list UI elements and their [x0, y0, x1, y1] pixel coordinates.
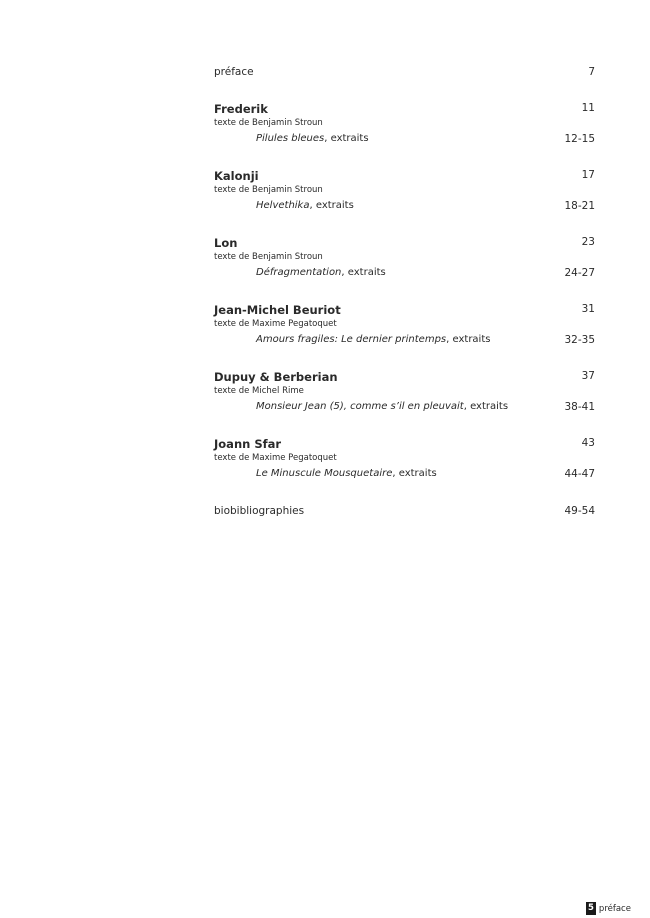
- work-suffix: , extraits: [341, 267, 386, 278]
- toc-page-number: 17: [581, 169, 595, 181]
- work-page-range: 24-27: [564, 267, 595, 279]
- toc-page-number: 23: [581, 236, 595, 248]
- work-title: Le Minuscule Mousquetaire: [256, 468, 393, 479]
- author-credit: texte de Maxime Pegatoquet: [214, 319, 337, 329]
- author-name: Jean-Michel Beuriot: [214, 303, 341, 317]
- toc-label: biobibliographies: [214, 505, 305, 517]
- toc-entry-author: [214, 437, 595, 452]
- toc-entry-author: [214, 370, 595, 385]
- page-number-badge: 5: [588, 903, 594, 913]
- author-credit: texte de Benjamin Stroun: [214, 252, 323, 262]
- work-page-range: 12-15: [564, 133, 595, 145]
- author-name: Dupuy & Berberian: [214, 370, 338, 384]
- toc-page-number: 43: [581, 437, 595, 449]
- author-name: Frederik: [214, 102, 268, 116]
- author-credit: texte de Maxime Pegatoquet: [214, 453, 337, 463]
- toc-page-number: 31: [581, 303, 595, 315]
- toc-entry-work: [256, 401, 595, 416]
- work-page-range: 32-35: [564, 334, 595, 346]
- author-name: Lon: [214, 236, 238, 250]
- work-page-range: 18-21: [564, 200, 595, 212]
- work-label: [256, 468, 437, 479]
- toc-page-number: 11: [581, 102, 595, 114]
- work-title: Helvethika: [256, 200, 310, 211]
- work-title: Amours fragiles: Le dernier printemps: [256, 334, 447, 345]
- work-label: [256, 267, 386, 278]
- toc-entry-biobibliographies: [214, 505, 595, 520]
- author-credit: texte de Benjamin Stroun: [214, 118, 323, 128]
- author-credit: texte de Michel Rime: [214, 386, 304, 396]
- toc-page-number: 7: [588, 66, 595, 78]
- author-name: Kalonji: [214, 169, 259, 183]
- toc-entry-work: [256, 334, 595, 349]
- work-label: [256, 200, 354, 211]
- work-label: [256, 133, 369, 144]
- toc-entry-work: [256, 200, 595, 215]
- work-title: Défragmentation: [256, 267, 342, 278]
- author-name: Joann Sfar: [214, 437, 282, 451]
- work-page-range: 44-47: [564, 468, 595, 480]
- work-suffix: , extraits: [463, 401, 509, 412]
- toc-entry-preface: [214, 66, 595, 81]
- work-suffix: , extraits: [309, 200, 354, 211]
- work-label: [256, 401, 508, 412]
- work-suffix: , extraits: [446, 334, 491, 345]
- toc-entry-work: [256, 267, 595, 282]
- toc-entry-author: [214, 236, 595, 251]
- work-suffix: , extraits: [324, 133, 369, 144]
- toc-entry-work: [256, 468, 595, 483]
- page-footer: [586, 898, 631, 912]
- work-title: Pilules bleues: [256, 133, 325, 144]
- toc-label: préface: [214, 66, 254, 78]
- toc-page-number: 37: [581, 370, 595, 382]
- toc-page-number: 49-54: [564, 505, 595, 517]
- toc-entry-author: [214, 169, 595, 184]
- toc-entry-author: [214, 102, 595, 117]
- toc-entry-author: [214, 303, 595, 318]
- work-label: [256, 334, 490, 345]
- running-footer-section: préface: [598, 903, 631, 914]
- work-title: Monsieur Jean (5), comme s’il en pleuvait: [256, 401, 464, 412]
- work-suffix: , extraits: [392, 468, 437, 479]
- toc-entry-work: [256, 133, 595, 148]
- author-credit: texte de Benjamin Stroun: [214, 185, 323, 195]
- work-page-range: 38-41: [564, 401, 595, 413]
